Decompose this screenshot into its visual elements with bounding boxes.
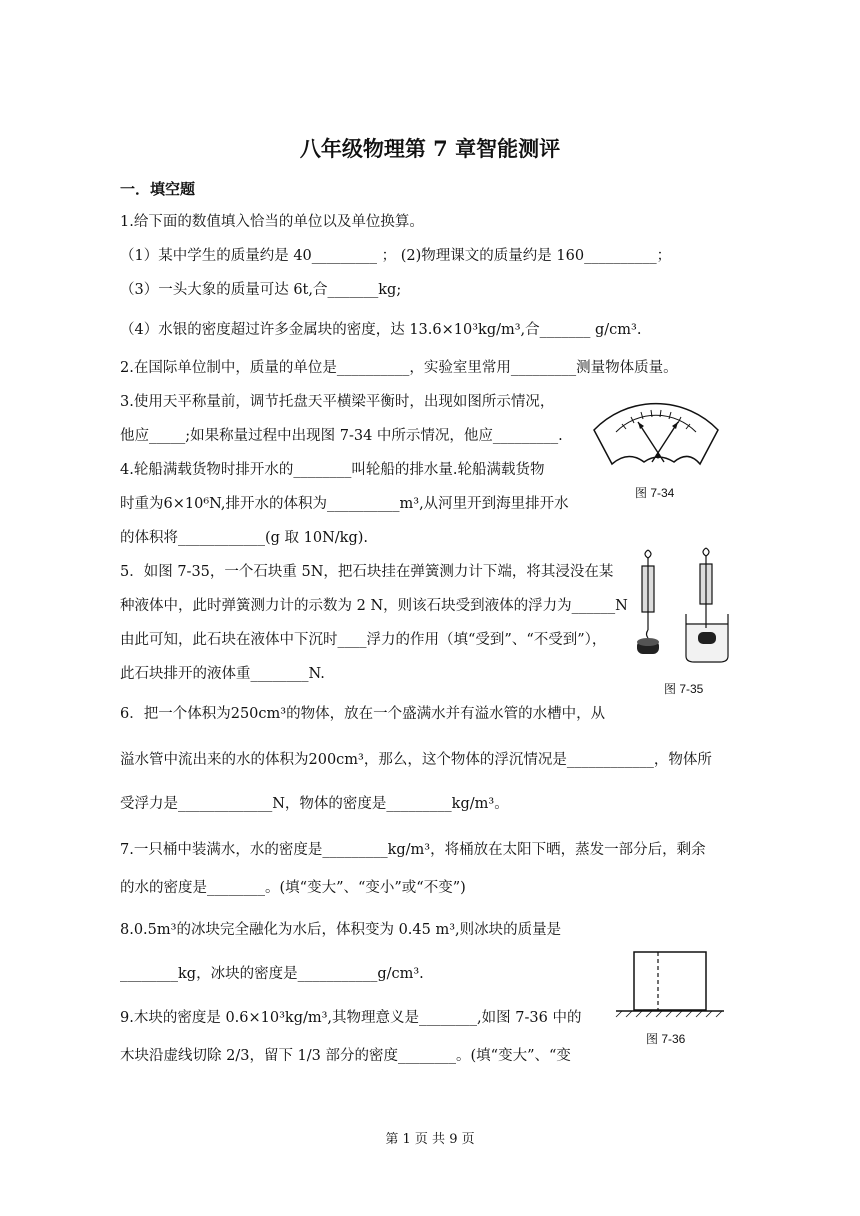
question-4-line: 的体积将____________(g 取 10N/kg). [120,530,369,546]
balance-dial-figure [588,384,724,476]
page-title: 八年级物理第 7 章智能测评 [299,136,561,161]
question-1-line: 1.给下面的数值填入恰当的单位以及单位换算。 [120,214,424,230]
question-7-line: 的水的密度是________。(填“变大”、“变小”或“不变”) [120,880,466,896]
section-heading: 一．填空题 [120,180,196,198]
question-1-line: （3）一头大象的质量可达 6t,合_______kg; [120,282,402,298]
question-7-line: 7.一只桶中装满水，水的密度是_________kg/m³，将桶放在太阳下晒，蒸发一部分后，剩余 [120,842,706,858]
question-4-line: 时重为6×10⁶N,排开水的体积为__________m³,从河里开到海里排开水 [120,496,569,512]
figure-caption: 图 7-36 [646,1032,686,1046]
question-2-line: 2.在国际单位制中，质量的单位是__________，实验室里常用_________测量物体质量。 [120,360,678,376]
question-1-line: （4）水银的密度超过许多金属块的密度，达 13.6×10³kg/m³,合_______ g/cm³. [120,322,642,338]
question-5-line: 种液体中，此时弹簧测力计的示数为 2 N，则该石块受到液体的浮力为______N [120,598,628,614]
question-3-line: 他应_____;如果称量过程中出现图 7-34 中所示情况，他应_________. [120,428,563,444]
figure-caption: 图 7-35 [664,682,704,696]
question-6-line: 溢水管中流出来的水的体积为200cm³，那么，这个物体的浮沉情况是____________，物体所 [120,752,712,768]
question-6-line: 6．把一个体积为250cm³的物体，放在一个盛满水并有溢水管的水槽中，从 [120,706,606,722]
question-1-line: （1）某中学生的质量约是 40_________ ； (2)物理课文的质量约是 160__________； [120,248,672,264]
question-9-line: 木块沿虚线切除 2/3，留下 1/3 部分的密度________。(填“变大”、“变 [120,1048,571,1064]
question-5-line: 此石块排开的液体重________N. [120,666,325,682]
question-8-line: ________kg，冰块的密度是___________g/cm³. [120,966,424,982]
question-3-line: 3.使用天平称量前，调节托盘天平横梁平衡时，出现如图所示情况， [120,394,555,410]
question-8-line: 8.0.5m³的冰块完全融化为水后，体积变为 0.45 m³,则冰块的质量是 [120,922,562,938]
question-4-line: 4.轮船满载货物时排开水的________叫轮船的排水量.轮船满载货物 [120,462,545,478]
question-9-line: 9.木块的密度是 0.6×10³kg/m³,其物理意义是________,如图 7-36 中的 [120,1010,582,1026]
question-5-line: 由此可知，此石块在液体中下沉时____浮力的作用（填“受到”、“不受到”）， [120,632,607,648]
wood-block-figure [612,950,724,1022]
question-6-line: 受浮力是_____________N，物体的密度是_________kg/m³。 [120,796,509,812]
question-5-line: 5．如图 7-35，一个石块重 5N，把石块挂在弹簧测力计下端，将其浸没在某 [120,564,614,580]
page-footer: 第 1 页 共 9 页 [385,1132,475,1147]
figure-caption: 图 7-34 [635,486,675,500]
spring-scale-figure [628,544,742,666]
